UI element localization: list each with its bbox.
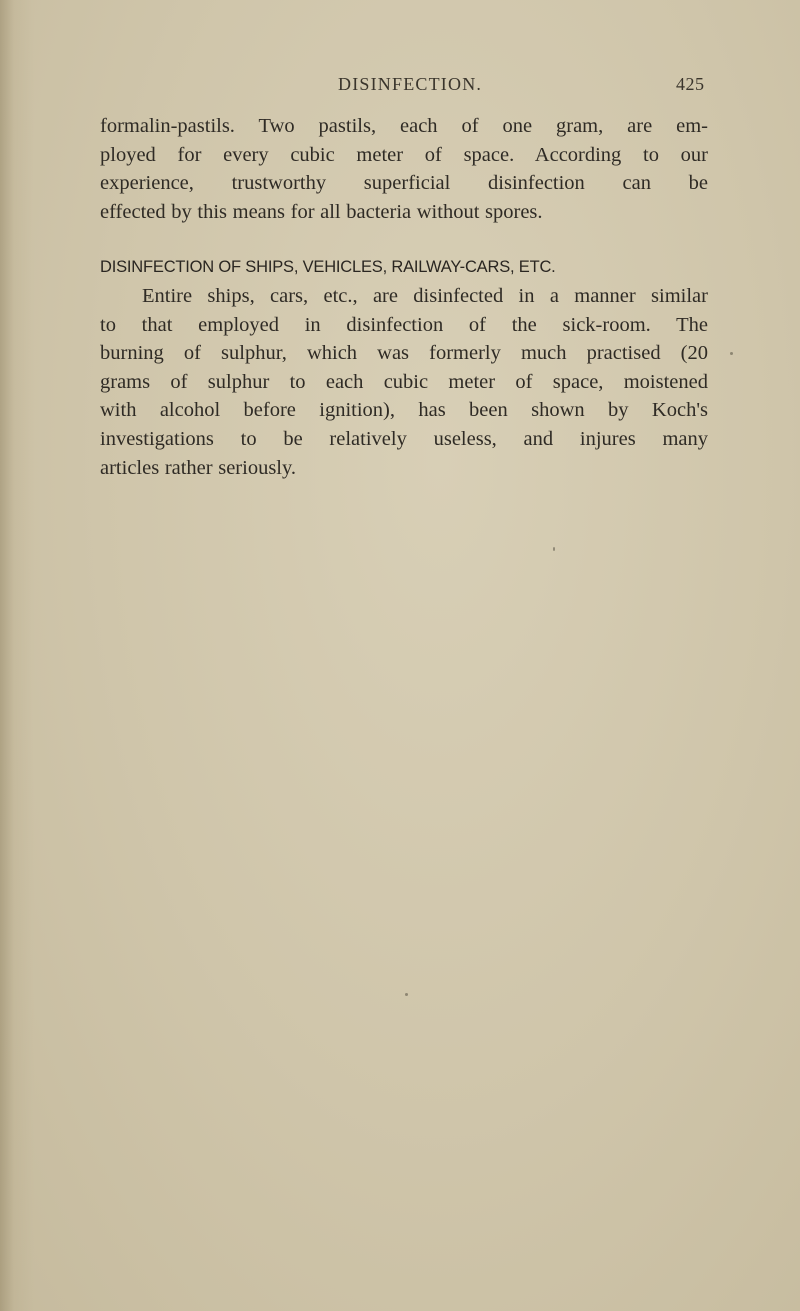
paper-speck: [148, 296, 151, 299]
paper-speck: [553, 547, 555, 551]
paragraph-ships-vehicles: [100, 282, 708, 482]
running-head: [0, 74, 800, 104]
paragraph-line: ployed for every cubic meter of space. According to our: [100, 143, 708, 166]
paragraph-line: to that employed in disinfection of the sick-room. The: [100, 313, 708, 336]
paragraph-line: investigations to be relatively useless, and injures many: [100, 427, 708, 450]
section-heading: DISINFECTION OF SHIPS, VEHICLES, RAILWAY-CARS, ETC.: [100, 258, 556, 276]
paragraph-line: articles rather seriously.: [100, 456, 297, 479]
paragraph-line: burning of sulphur, which was formerly much practised (20: [100, 342, 708, 365]
running-title: DISINFECTION.: [338, 74, 483, 94]
paper-speck: [405, 993, 408, 996]
paragraph-line: Entire ships, cars, etc., are disinfected in a manner similar: [142, 285, 708, 307]
paragraph-line: experience, trustworthy superficial disinfection can be: [100, 172, 708, 195]
paper-speck: [730, 352, 733, 355]
paragraph-formalin-pastils: [100, 112, 708, 226]
page-number: 425: [676, 74, 705, 94]
paragraph-line: grams of sulphur to each cubic meter of space, moistened: [100, 370, 708, 393]
paragraph-line: formalin-pastils. Two pastils, each of one gram, are em-: [100, 115, 708, 137]
paragraph-line: with alcohol before ignition), has been shown by Koch's: [100, 399, 708, 422]
paragraph-line: effected by this means for all bacteria without spores.: [100, 200, 543, 223]
